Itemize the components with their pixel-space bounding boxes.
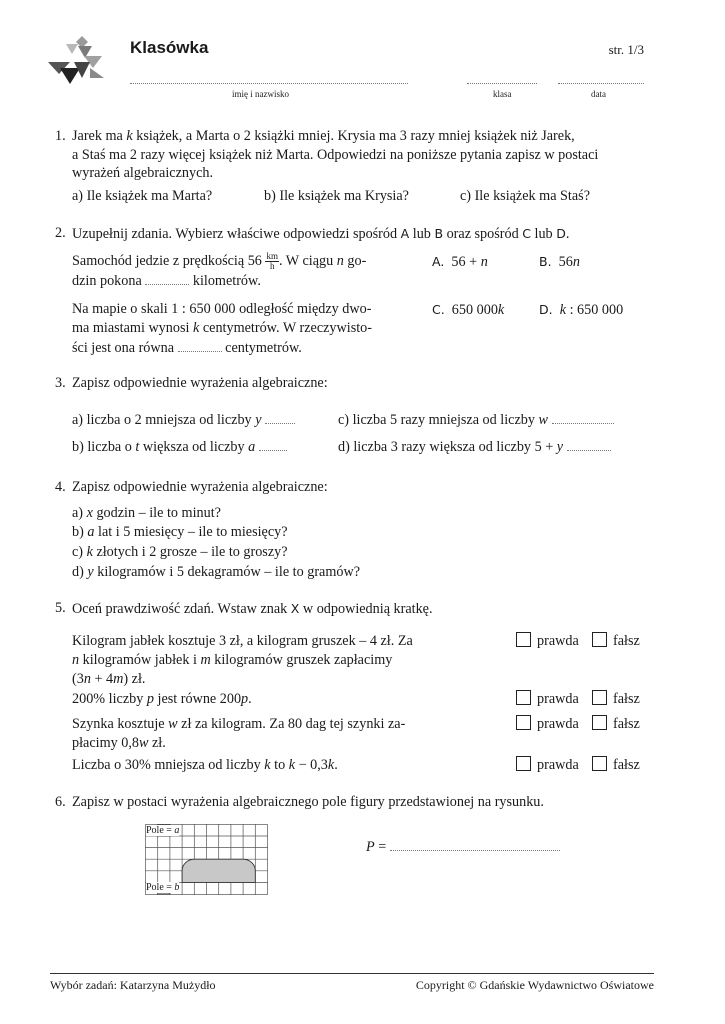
q4-text: godzin – ile to minut?	[92, 505, 221, 521]
q6-intro: Zapisz w postaci wyrażenia algebraicznego pole figury przedstawionej na rysunku.	[72, 794, 544, 810]
q2-option-a	[432, 252, 488, 272]
q2-text: Samochód jedzie z prędkością 56	[72, 253, 266, 269]
q3-var: y	[255, 412, 262, 428]
q3-var: a	[248, 439, 256, 455]
q5-text: płacimy 0,8	[72, 735, 139, 751]
q5-text: zł za kilogram. Za 80 dag tej szynki za-	[177, 716, 406, 732]
q1-text: książek, a Marta o 2 książki mniej. Krysia ma 3 razy mniej książek niż Jarek,	[132, 128, 575, 144]
q3-intro: Zapisz odpowiednie wyrażenia algebraiczne:	[72, 375, 328, 391]
true-label: prawda	[537, 633, 579, 649]
label-b	[146, 882, 179, 893]
fraction	[265, 252, 279, 271]
q5-number: 5.	[55, 600, 66, 616]
q2-text: go-	[343, 253, 367, 269]
q2-s2-line3	[72, 339, 302, 358]
q5-s1-choices	[516, 632, 579, 651]
q2-opt: B	[434, 226, 444, 241]
q3-var: y	[556, 439, 564, 455]
q4-number: 4.	[55, 479, 66, 495]
q5-s1-line2	[72, 651, 392, 670]
q4-b	[72, 523, 288, 542]
q2-text: kilometrów.	[189, 273, 261, 289]
option-value: 650 000	[451, 302, 498, 318]
label-b-text: Pole =	[146, 882, 175, 893]
q2-var: n	[336, 253, 344, 269]
q5-var: w	[138, 735, 149, 751]
q1-c: c) Ile książek ma Staś?	[460, 188, 590, 204]
option-value: 56	[558, 254, 573, 270]
option-value: 56 +	[451, 254, 481, 270]
q5-text: w odpowiednią kratkę.	[299, 601, 433, 617]
q2-opt: C	[522, 226, 531, 241]
true-label: prawda	[537, 757, 579, 773]
q5-s1-true-checkbox[interactable]	[516, 632, 531, 647]
q4-intro: Zapisz odpowiednie wyrażenia algebraiczne:	[72, 479, 328, 495]
q4-var: x	[86, 505, 93, 521]
q5-s1-line1: Kilogram jabłek kosztuje 3 zł, a kilogram gruszek – 4 zł. Za	[72, 633, 413, 649]
false-label: fałsz	[613, 757, 640, 773]
q1-b: b) Ile książek ma Krysia?	[264, 188, 409, 204]
q4-text: lat i 5 miesięcy – ile to miesięcy?	[94, 524, 288, 540]
q5-s2-false-checkbox[interactable]	[592, 690, 607, 705]
q5-s1-line3	[72, 670, 145, 689]
option-letter: A.	[432, 254, 445, 269]
q1-line2: a Staś ma 2 razy więcej książek niż Marta. Odpowiedzi na poniższe pytania zapisz w postaci	[72, 147, 599, 163]
q2-option-d	[539, 300, 623, 320]
q5-text: jest równe 200	[153, 691, 242, 707]
q3-text: d) liczba 3 razy większa od liczby 5 +	[338, 439, 557, 455]
q3-text: a) liczba o 2 mniejsza od liczby	[72, 412, 256, 428]
footer-right: Copyright © Gdańskie Wydawnictwo Oświatowe	[415, 978, 654, 992]
q5-text: Oceń prawdziwość zdań. Wstaw znak	[72, 601, 291, 617]
q5-var: k	[264, 757, 271, 773]
q5-s2-choices	[516, 690, 579, 709]
q4-text: b)	[72, 524, 88, 540]
q2-s2-line2	[72, 319, 372, 338]
q4-text: c)	[72, 544, 87, 560]
q5-text: to	[270, 757, 289, 773]
date-label: data	[591, 89, 606, 99]
q5-text: .	[248, 691, 252, 707]
q2-text: dzin pokona	[72, 273, 146, 289]
label-a-text: Pole =	[146, 825, 175, 836]
q5-var: k	[288, 757, 296, 773]
q5-var: n	[72, 652, 80, 668]
footer-rule	[50, 973, 654, 974]
page-title: Klasówka	[130, 38, 209, 57]
class-label: klasa	[493, 89, 512, 99]
q2-text: centymetrów. W rzeczywisto-	[199, 320, 372, 336]
q1-number: 1.	[55, 128, 66, 144]
false-label: fałsz	[613, 633, 640, 649]
shaded-shape	[182, 859, 255, 882]
q5-s2	[72, 690, 252, 709]
q4-text: kilogramów i 5 dekagramów – ile to gramów?	[93, 564, 361, 580]
q1-line3: wyrażeń algebraicznych.	[72, 165, 214, 181]
q5-s3-line2	[72, 734, 166, 753]
q5-var: k	[327, 757, 335, 773]
q2-number: 2.	[55, 225, 66, 241]
answer-eq: =	[374, 839, 390, 855]
q2-text: ści jest ona równa	[72, 340, 178, 356]
q5-s4-true-checkbox[interactable]	[516, 756, 531, 771]
option-var: n	[480, 254, 488, 270]
q2-text: . W ciągu	[278, 253, 337, 269]
q1-text: Jarek ma	[72, 128, 123, 144]
q5-var: w	[168, 716, 178, 732]
q5-text: 200% liczby	[72, 691, 147, 707]
false-label: fałsz	[613, 691, 640, 707]
q3-b	[72, 438, 287, 457]
q5-s4-choices-false	[592, 756, 640, 775]
q5-s1-choices-false	[592, 632, 640, 651]
q2-text: lub	[530, 226, 557, 242]
q5-s2-choices-false	[592, 690, 640, 709]
q1-line1	[72, 127, 575, 146]
option-letter: C.	[432, 302, 445, 317]
name-field[interactable]	[130, 82, 408, 84]
true-label: prawda	[537, 691, 579, 707]
q3-var: w	[538, 412, 548, 428]
q3-c	[338, 411, 614, 430]
q2-text: Uzupełnij zdania. Wybierz właściwe odpowiedzi spośród	[72, 226, 401, 242]
class-field[interactable]	[467, 82, 537, 84]
q5-text: Liczba o 30% mniejsza od liczby	[72, 757, 265, 773]
q5-text: + 4	[90, 671, 114, 687]
q2-text: oraz spośród	[443, 226, 523, 242]
q3-blank-c[interactable]	[552, 422, 614, 424]
footer-left: Wybór zadań: Katarzyna Mużydło	[50, 978, 216, 992]
q5-s4-false-checkbox[interactable]	[592, 756, 607, 771]
q5-s3-choices-false	[592, 715, 640, 734]
q6-number: 6.	[55, 794, 66, 810]
q1-a: a) Ile książek ma Marta?	[72, 188, 213, 204]
q3-text: b) liczba o	[72, 439, 136, 455]
q5-var: m	[200, 652, 211, 668]
q2-text: lub	[409, 226, 435, 242]
q4-a	[72, 504, 221, 523]
q5-text: kilogramów gruszek zapłacimy	[210, 652, 393, 668]
q5-text: (3	[72, 671, 84, 687]
q5-s4	[72, 756, 338, 775]
label-a-var: a	[174, 825, 180, 836]
q5-s3-choices	[516, 715, 579, 734]
fraction-num: km	[266, 251, 278, 262]
q2-option-b	[539, 252, 580, 272]
q5-s3-true-checkbox[interactable]	[516, 715, 531, 730]
q2-blank-1[interactable]	[145, 283, 189, 285]
q2-intro	[72, 224, 569, 244]
publisher-logo	[44, 34, 106, 86]
q5-s3-false-checkbox[interactable]	[592, 715, 607, 730]
q3-number: 3.	[55, 375, 66, 391]
q5-mark: X	[290, 601, 300, 616]
option-var: k	[497, 302, 505, 318]
q3-blank-d[interactable]	[567, 449, 611, 451]
q3-a	[72, 411, 295, 430]
q2-var: k	[192, 320, 200, 336]
fraction-den: h	[269, 261, 275, 272]
q3-blank-a[interactable]	[265, 422, 295, 424]
option-value: : 650 000	[566, 302, 624, 318]
false-label: fałsz	[613, 716, 640, 732]
label-a	[146, 825, 179, 836]
q4-var: a	[87, 524, 95, 540]
q4-var: k	[86, 544, 93, 560]
q5-text: ) zł.	[123, 671, 146, 687]
q2-opt: A	[400, 226, 410, 241]
q4-var: y	[87, 564, 94, 580]
q5-text: Szynka kosztuje	[72, 716, 169, 732]
option-letter: B.	[539, 254, 552, 269]
option-letter: D.	[539, 302, 553, 317]
q5-text: kilogramów jabłek i	[79, 652, 201, 668]
q2-s1-line1	[72, 252, 366, 271]
q5-s4-choices	[516, 756, 579, 775]
q5-text: zł.	[148, 735, 166, 751]
q3-var: t	[135, 439, 140, 455]
label-b-var: b	[174, 882, 180, 893]
q3-blank-b[interactable]	[259, 449, 287, 451]
q2-text: ma miastami wynosi	[72, 320, 193, 336]
true-label: prawda	[537, 716, 579, 732]
date-field[interactable]	[558, 82, 644, 84]
q6-answer-field[interactable]	[390, 849, 560, 851]
q2-text: .	[565, 226, 570, 242]
q5-var: p	[241, 691, 249, 707]
q2-s2-line1: Na mapie o skali 1 : 650 000 odległość między dwo-	[72, 301, 372, 317]
q4-c	[72, 543, 288, 562]
q4-text: złotych i 2 grosze – ile to groszy?	[92, 544, 288, 560]
q5-s2-true-checkbox[interactable]	[516, 690, 531, 705]
option-var: k	[559, 302, 567, 318]
q4-text: d)	[72, 564, 88, 580]
q5-text: − 0,3	[295, 757, 328, 773]
q5-s3-line1	[72, 715, 405, 734]
answer-var: P	[366, 839, 375, 855]
q4-text: a)	[72, 505, 87, 521]
q5-s1-false-checkbox[interactable]	[592, 632, 607, 647]
q2-option-c	[432, 300, 504, 320]
q2-blank-2[interactable]	[178, 350, 222, 352]
q1-var: k	[126, 128, 133, 144]
q5-intro	[72, 599, 433, 619]
q5-var: p	[146, 691, 154, 707]
q3-text: c) liczba 5 razy mniejsza od liczby	[338, 412, 539, 428]
page-number: str. 1/3	[608, 42, 644, 57]
q5-var: m	[113, 671, 124, 687]
name-label: imię i nazwisko	[232, 89, 289, 99]
q3-d	[338, 438, 611, 457]
option-var: n	[572, 254, 580, 270]
q5-text: .	[334, 757, 338, 773]
q6-answer	[366, 838, 560, 857]
q2-s1-line2	[72, 272, 261, 291]
q4-d	[72, 563, 360, 582]
q3-text: większa od liczby	[139, 439, 249, 455]
q5-var: n	[83, 671, 91, 687]
q2-text: centymetrów.	[221, 340, 302, 356]
q2-opt: D	[556, 226, 566, 241]
